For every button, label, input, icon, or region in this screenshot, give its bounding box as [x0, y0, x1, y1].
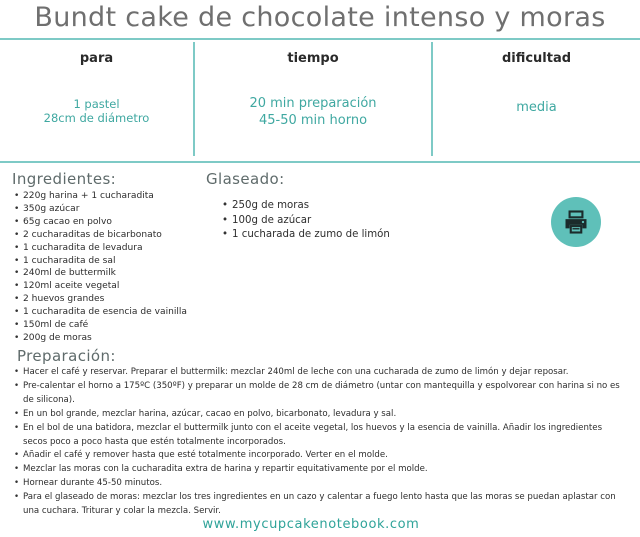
list-item: • Hornear durante 45-50 minutos.	[12, 477, 624, 491]
list-item: • 120ml aceite vegetal	[12, 280, 187, 293]
list-item: • 150ml de café	[12, 319, 187, 332]
oven-time: 45-50 min horno	[258, 113, 368, 128]
ingredients-heading: Ingredientes:	[12, 170, 117, 188]
printer-icon	[562, 208, 590, 236]
servings-label: para	[79, 51, 114, 66]
list-item: • En un bol grande, mezclar harina, azúcar, cacao en polvo, bicarbonato, levadura y sal.	[12, 408, 624, 422]
list-item: • 200g de moras	[12, 332, 187, 345]
servings-size: 28cm de diámetro	[43, 111, 150, 125]
preparation-steps	[12, 366, 624, 519]
prep-time: 20 min preparación	[249, 96, 377, 111]
glaze-list	[219, 199, 390, 243]
list-item: • 350g azúcar	[12, 203, 187, 216]
list-item: • Añadir el café y remover hasta que esté totalmente incorporado. Verter en el molde.	[12, 449, 624, 463]
difficulty-value: media	[516, 100, 557, 115]
middle-divider	[0, 161, 640, 163]
footer-url: www.mycupcakenotebook.com	[202, 517, 420, 532]
glaze-heading: Glaseado:	[206, 170, 285, 188]
list-item: • Mezclar las moras con la cucharadita extra de harina y repartir equitativamente por el molde.	[12, 463, 624, 477]
list-item: • 2 huevos grandes	[12, 293, 187, 306]
list-item: • 1 cucharadita de esencia de vainilla	[12, 306, 187, 319]
list-item: • En el bol de una batidora, mezclar el buttermilk junto con el aceite vegetal, los huevos y la esencia de vainilla. Añadir los ingredientes secos poco a poco hasta que estén totalmente incorporados.	[12, 422, 624, 450]
list-item: • 1 cucharadita de sal	[12, 255, 187, 268]
list-item: • 250g de moras	[219, 199, 390, 214]
servings-count: 1 pastel	[73, 97, 120, 111]
list-item: • 100g de azúcar	[219, 214, 390, 229]
info-time	[195, 40, 431, 161]
list-item: • 1 cucharadita de levadura	[12, 242, 187, 255]
list-item: • Pre-calentar el horno a 175ºC (350ºF) y preparar un molde de 28 cm de diámetro (untar con mantequilla y espolvorear con harina si no es de silicona).	[12, 380, 624, 408]
preparation-heading: Preparación:	[17, 347, 116, 365]
list-item: • 1 cucharada de zumo de limón	[219, 228, 390, 243]
time-label: tiempo	[287, 51, 339, 66]
list-item: • 65g cacao en polvo	[12, 216, 187, 229]
list-item: • 220g harina + 1 cucharadita	[12, 190, 187, 203]
info-servings	[0, 40, 193, 161]
print-button[interactable]	[551, 197, 601, 247]
info-difficulty	[433, 40, 640, 161]
list-item: • 2 cucharaditas de bicarbonato	[12, 229, 187, 242]
recipe-title: Bundt cake de chocolate intenso y moras	[34, 2, 606, 33]
list-item: • 240ml de buttermilk	[12, 267, 187, 280]
list-item: • Para el glaseado de moras: mezclar los tres ingredientes en un cazo y calentar a fuego lento hasta que las moras se puedan aplastar con una cuchara. Triturar y colar la mezcla. Servir.	[12, 491, 624, 519]
ingredients-list	[12, 190, 187, 345]
list-item: • Hacer el café y reservar. Preparar el buttermilk: mezclar 240ml de leche con una cucharada de zumo de limón y dejar reposar.	[12, 366, 624, 380]
difficulty-label: dificultad	[501, 51, 572, 66]
